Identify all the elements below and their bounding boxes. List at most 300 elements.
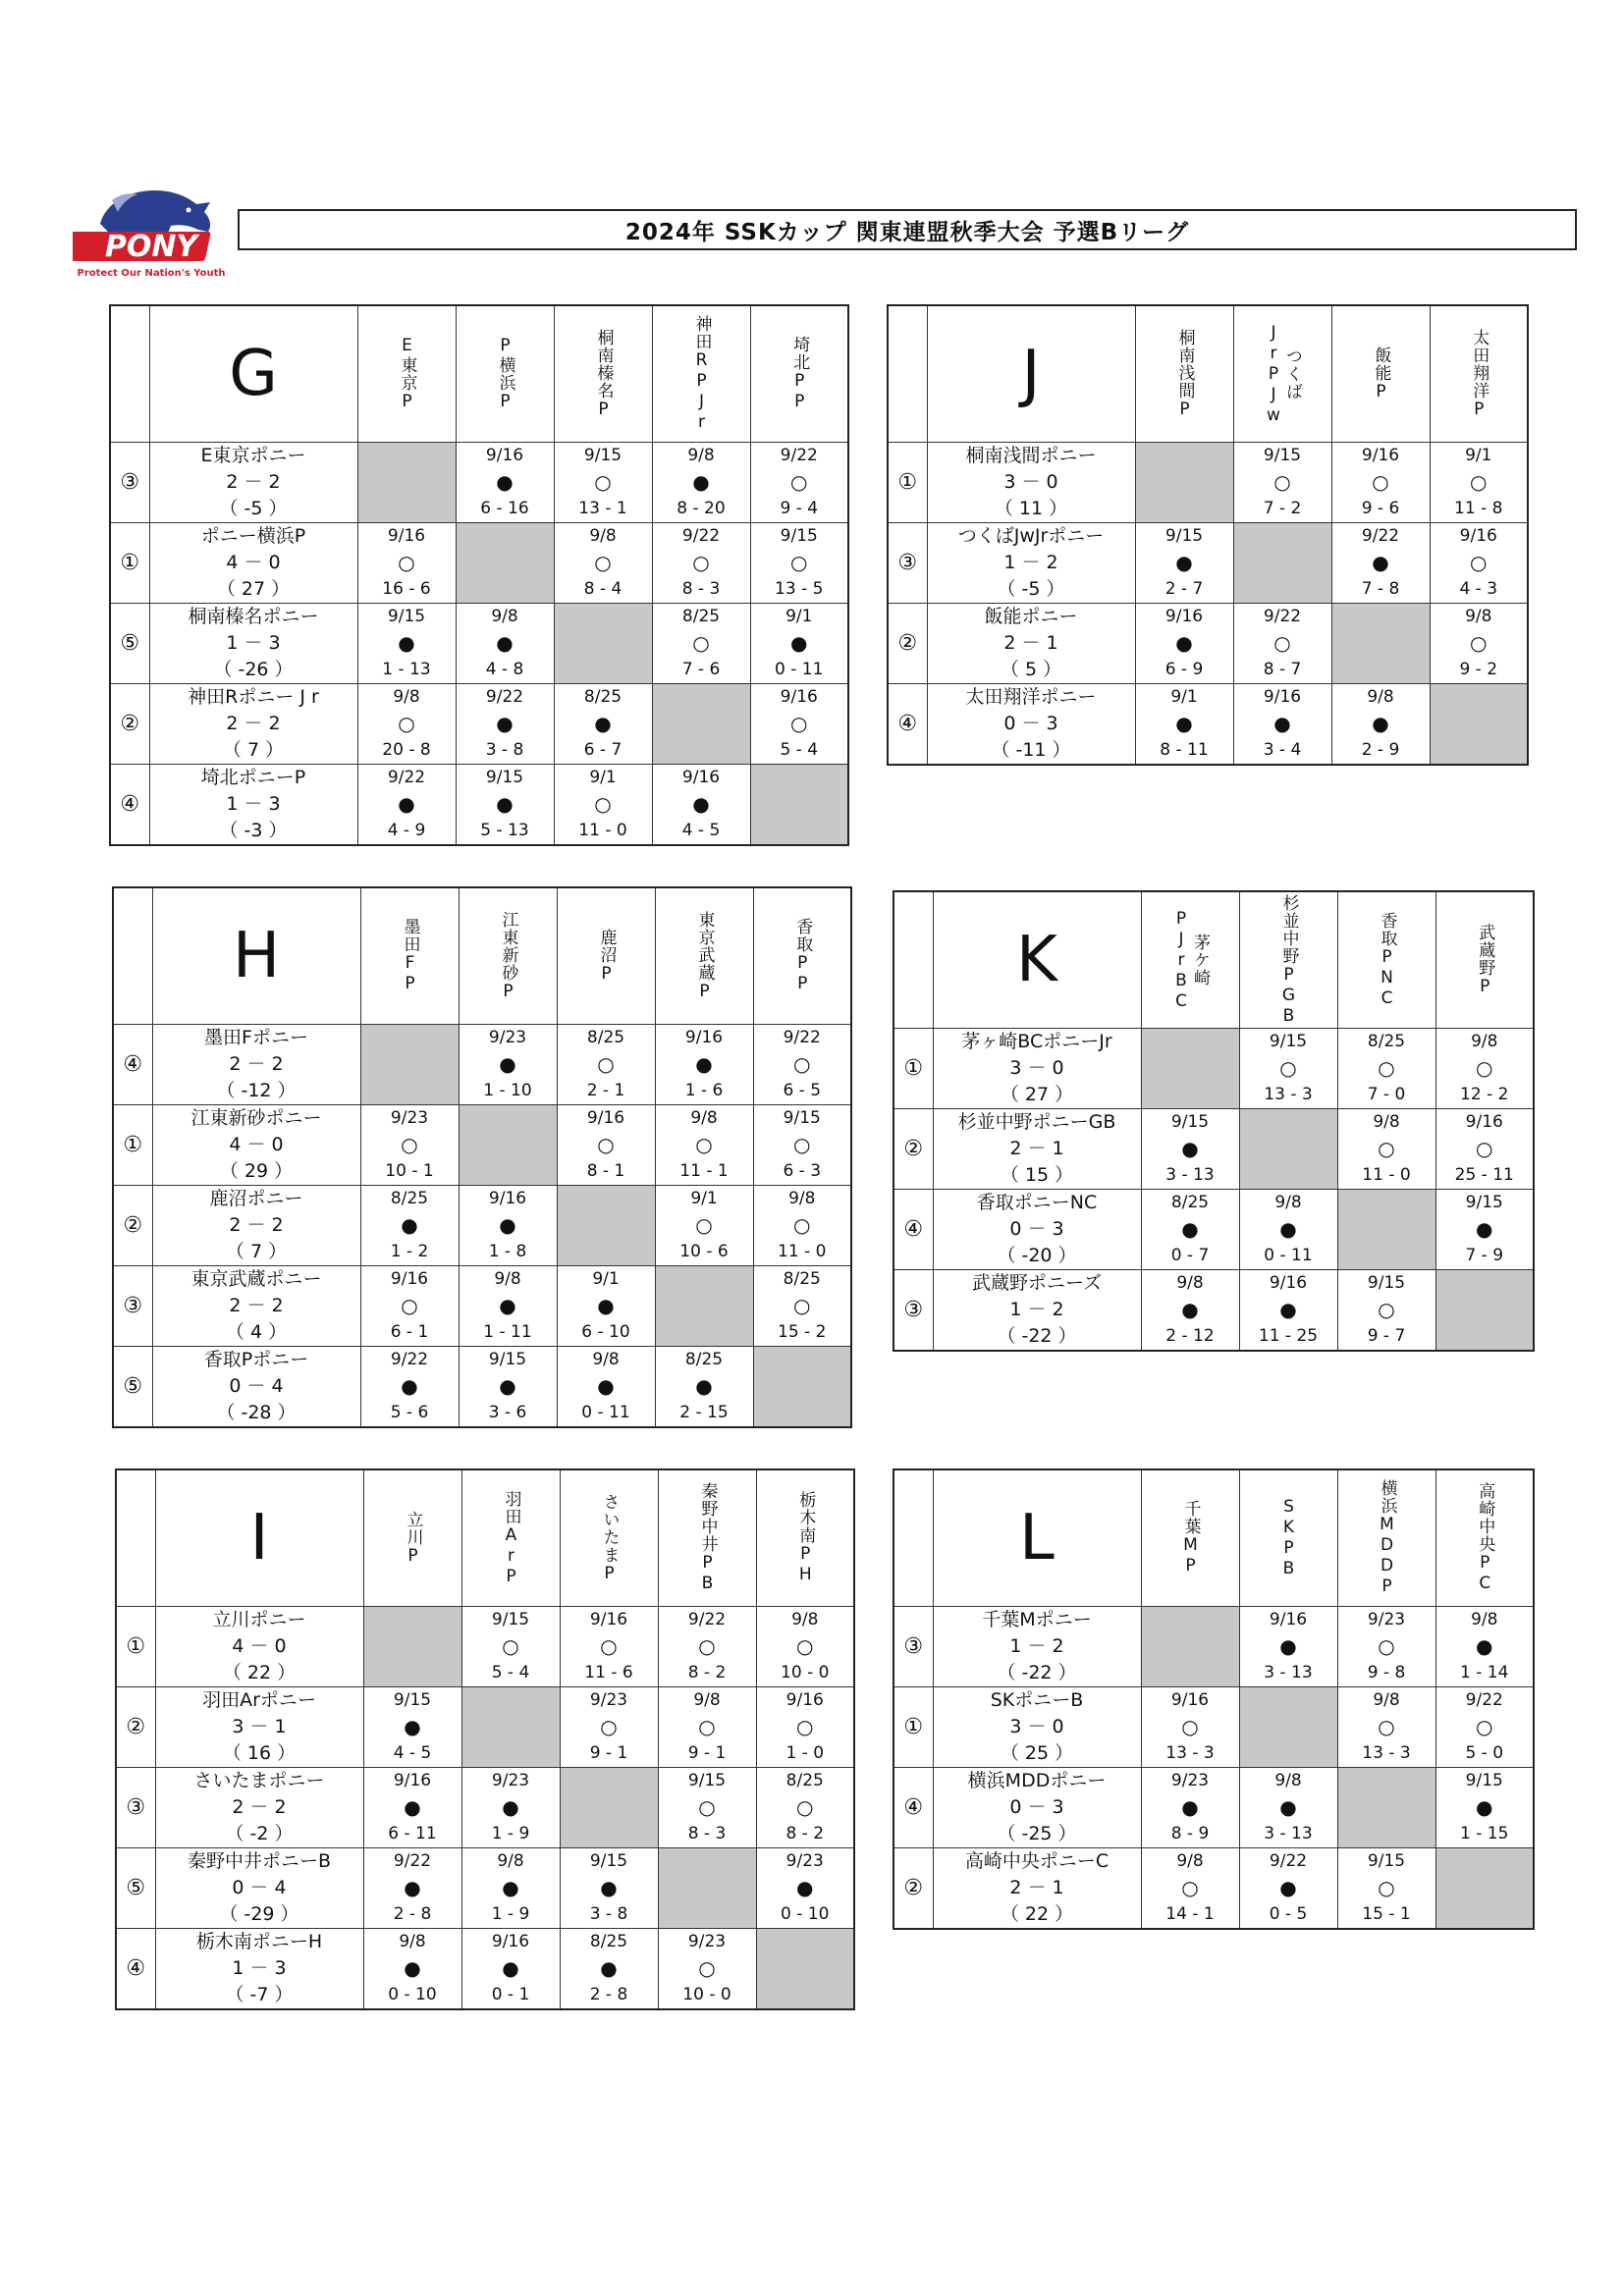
match-score: 8 - 4 (583, 579, 623, 599)
opponent-column-header (1430, 305, 1528, 443)
opponent-column-header (1435, 891, 1534, 1029)
match-date: 9/8 (589, 526, 617, 546)
match-date: 8/25 (589, 1932, 628, 1951)
match-outcome-mark: ○ (597, 1052, 615, 1076)
match-date: 9/16 (586, 1108, 625, 1128)
match-outcome-mark: ● (404, 1956, 421, 1980)
match-date: 9/16 (1170, 1690, 1210, 1710)
match-result (652, 523, 750, 604)
match-outcome-mark: ○ (695, 1133, 713, 1156)
match-result (357, 523, 456, 604)
match-date: 9/8 (491, 607, 518, 626)
opponent-column-header (1435, 1469, 1534, 1607)
match-outcome-mark: ● (502, 1876, 519, 1899)
match-result (750, 443, 848, 523)
match-outcome-mark: ● (499, 1052, 516, 1076)
team-record: 2 － 2 (229, 1214, 284, 1236)
match-outcome-mark: ● (1181, 1795, 1199, 1819)
opponent-column-header (756, 1469, 854, 1607)
match-outcome-mark: ○ (698, 1634, 716, 1658)
team-record: 3 － 0 (1003, 471, 1058, 493)
match-result (1337, 1109, 1435, 1190)
team-record: 1 － 2 (1009, 1299, 1064, 1320)
team-record: 4 － 0 (229, 1134, 284, 1155)
team-record: 1 － 3 (232, 1957, 287, 1979)
match-result (560, 1929, 658, 2010)
match-result (357, 765, 456, 846)
self-match-cell (360, 1025, 459, 1105)
match-date: 9/15 (1367, 1273, 1406, 1293)
opponent-column-header (360, 887, 459, 1025)
match-outcome-mark: ● (499, 1294, 516, 1317)
match-date: 9/8 (497, 1851, 524, 1871)
team-row (110, 604, 848, 684)
match-outcome-mark: ○ (502, 1634, 519, 1658)
team-record: 2 － 2 (229, 1295, 284, 1316)
team-name: 千葉Mポニー (982, 1609, 1092, 1630)
match-result (1135, 604, 1233, 684)
opponent-column-header (363, 1469, 461, 1607)
team-run-diff: （ -7 ） (225, 1984, 294, 2005)
match-date: 8/25 (583, 687, 623, 707)
match-score: 10 - 0 (682, 1985, 731, 2004)
self-match-cell (1141, 1029, 1239, 1109)
match-result (560, 1687, 658, 1768)
match-outcome-mark: ○ (698, 1956, 716, 1980)
match-score: 11 - 0 (1362, 1165, 1411, 1185)
horse-logo-icon (73, 181, 230, 283)
team-info (155, 1768, 363, 1848)
team-name: ポニー横浜P (200, 525, 306, 547)
match-date: 9/15 (1170, 1112, 1210, 1132)
match-result (1233, 604, 1331, 684)
team-row (893, 1848, 1534, 1930)
match-date: 9/16 (1465, 1112, 1503, 1132)
match-outcome-mark: ● (496, 712, 514, 735)
match-outcome-mark: ○ (600, 1634, 618, 1658)
match-outcome-mark: ○ (793, 1213, 811, 1237)
match-score: 2 - 7 (1164, 579, 1204, 599)
match-result (557, 1266, 655, 1347)
match-outcome-mark: ○ (1378, 1634, 1395, 1658)
header-corner (110, 305, 149, 443)
match-outcome-mark: ○ (1470, 631, 1488, 655)
team-record: 2 － 1 (1003, 632, 1058, 654)
team-record: 4 － 0 (226, 552, 281, 573)
match-score: 2 - 8 (589, 1985, 628, 2004)
self-match-cell (1430, 684, 1528, 766)
team-row (893, 1029, 1534, 1109)
team-record: 0 － 3 (1009, 1218, 1064, 1240)
team-name: 鹿沼ポニー (209, 1188, 303, 1209)
match-result (1141, 1270, 1239, 1352)
match-result (1435, 1109, 1534, 1190)
logo-wordmark: PONY (104, 230, 198, 264)
league-header-row (113, 887, 851, 1025)
match-score: 8 - 1 (586, 1161, 625, 1181)
match-score: 8 - 9 (1170, 1824, 1210, 1843)
match-outcome-mark: ○ (698, 1795, 716, 1819)
opponent-column-header (658, 1469, 756, 1607)
opponent-column-label: 横浜MDDP (1377, 1479, 1397, 1597)
match-date: 9/23 (390, 1108, 429, 1128)
team-run-diff: （ -20 ） (997, 1245, 1077, 1266)
team-run-diff: （ -28 ） (216, 1402, 297, 1423)
match-outcome-mark: ● (796, 1876, 814, 1899)
match-score: 1 - 13 (382, 660, 431, 679)
match-outcome-mark: ● (1175, 551, 1193, 574)
match-outcome-mark: ● (1279, 1217, 1297, 1241)
match-score: 11 - 8 (1454, 499, 1503, 518)
opponent-column-header (1233, 305, 1331, 443)
match-date: 9/22 (485, 687, 524, 707)
match-outcome-mark: ○ (594, 551, 612, 574)
match-outcome-mark: ○ (793, 1133, 811, 1156)
team-record: 3 － 1 (232, 1716, 287, 1737)
opponent-column-header (1141, 891, 1239, 1029)
match-score: 6 - 1 (390, 1322, 429, 1342)
match-outcome-mark: ○ (401, 1133, 418, 1156)
match-date: 9/8 (791, 1610, 819, 1629)
team-row (888, 443, 1528, 523)
league-header-row (116, 1469, 854, 1607)
page-title: 2024年 SSKカップ 関東連盟秋季大会 予選Bリーグ (238, 209, 1577, 250)
match-outcome-mark: ● (502, 1956, 519, 1980)
match-result (557, 1105, 655, 1186)
match-score: 3 - 4 (1263, 740, 1302, 760)
self-match-cell (753, 1347, 851, 1428)
match-date: 9/8 (1471, 1032, 1498, 1051)
team-run-diff: （ 7 ） (222, 739, 285, 761)
match-result (1239, 1848, 1337, 1930)
team-rank: ③ (110, 443, 149, 523)
match-result (363, 1768, 461, 1848)
match-date: 9/23 (589, 1690, 628, 1710)
team-row (110, 523, 848, 604)
match-date: 9/15 (783, 1108, 821, 1128)
team-rank: ② (110, 684, 149, 765)
match-result (658, 1607, 756, 1687)
team-run-diff: （ -12 ） (216, 1080, 297, 1101)
team-info (152, 1347, 360, 1428)
team-rank: ④ (893, 1768, 933, 1848)
team-rank: ① (113, 1105, 152, 1186)
match-result (1239, 1190, 1337, 1270)
team-row (893, 1607, 1534, 1687)
match-result (560, 1848, 658, 1929)
match-result (1141, 1687, 1239, 1768)
match-score: 2 - 15 (679, 1403, 729, 1422)
match-score: 9 - 4 (780, 499, 819, 518)
team-name: 栃木南ポニーH (195, 1931, 323, 1952)
self-match-cell (560, 1768, 658, 1848)
match-outcome-mark: ● (692, 470, 710, 494)
match-score: 0 - 11 (581, 1403, 630, 1422)
match-score: 6 - 10 (581, 1322, 630, 1342)
match-date: 9/8 (399, 1932, 426, 1951)
match-result (652, 765, 750, 846)
team-name: 埼北ポニーP (200, 767, 306, 788)
league-name: L (933, 1469, 1141, 1607)
match-result (1337, 1270, 1435, 1352)
team-row (893, 1109, 1534, 1190)
team-record: 0 － 4 (229, 1375, 284, 1397)
match-outcome-mark: ● (398, 792, 415, 816)
match-score: 3 - 13 (1165, 1165, 1215, 1185)
match-score: 0 - 11 (1264, 1246, 1313, 1265)
self-match-cell (756, 1929, 854, 2010)
team-rank: ② (888, 604, 927, 684)
team-rank: ⑤ (113, 1347, 152, 1428)
team-info (155, 1687, 363, 1768)
match-outcome-mark: ● (594, 712, 612, 735)
match-date: 9/22 (681, 526, 721, 546)
match-result (1141, 1190, 1239, 1270)
team-row (893, 1687, 1534, 1768)
match-outcome-mark: ● (597, 1374, 615, 1398)
match-outcome-mark: ○ (600, 1715, 618, 1738)
match-date: 9/8 (1373, 1690, 1400, 1710)
match-outcome-mark: ○ (594, 792, 612, 816)
match-score: 6 - 3 (783, 1161, 822, 1181)
match-date: 9/16 (1269, 1610, 1308, 1629)
match-date: 9/8 (393, 687, 420, 707)
league-name: H (152, 887, 360, 1025)
match-date: 9/15 (491, 1610, 530, 1629)
match-score: 2 - 8 (393, 1904, 432, 1924)
opponent-column-header (750, 305, 848, 443)
match-date: 8/25 (684, 1350, 724, 1369)
match-result (1337, 1607, 1435, 1687)
team-run-diff: （ 15 ） (1000, 1164, 1074, 1186)
team-record: 3 － 0 (1009, 1057, 1064, 1079)
team-info (933, 1190, 1141, 1270)
match-score: 12 - 2 (1460, 1085, 1509, 1104)
self-match-cell (1435, 1270, 1534, 1352)
match-score: 0 - 10 (781, 1904, 830, 1924)
self-match-cell (1435, 1848, 1534, 1930)
match-result (557, 1347, 655, 1428)
team-record: 1 － 3 (226, 632, 281, 654)
opponent-column-label: 飯能P (1371, 346, 1391, 402)
match-score: 15 - 2 (778, 1322, 827, 1342)
match-outcome-mark: ● (600, 1956, 618, 1980)
team-record: 2 － 2 (232, 1796, 287, 1818)
match-result (1435, 1687, 1534, 1768)
match-date: 9/22 (1263, 607, 1302, 626)
team-info (152, 1105, 360, 1186)
match-result (554, 523, 652, 604)
match-score: 1 - 8 (488, 1242, 527, 1261)
match-score: 6 - 11 (388, 1824, 437, 1843)
opponent-column-header (655, 887, 753, 1025)
match-score: 3 - 8 (589, 1904, 628, 1924)
match-score: 1 - 14 (1460, 1663, 1509, 1682)
team-name: 飯能ポニー (984, 606, 1078, 627)
match-result (753, 1105, 851, 1186)
match-date: 9/15 (687, 1771, 727, 1790)
team-name: つくばJwJrポニー (957, 525, 1105, 547)
league-table-h (112, 886, 852, 1428)
match-date: 9/1 (589, 768, 617, 787)
team-rank: ② (893, 1109, 933, 1190)
match-score: 25 - 11 (1454, 1165, 1514, 1185)
team-row (893, 1190, 1534, 1270)
team-row (113, 1105, 851, 1186)
self-match-cell (557, 1186, 655, 1266)
match-date: 9/16 (589, 1610, 628, 1629)
match-outcome-mark: ○ (1378, 1876, 1395, 1899)
match-result (750, 523, 848, 604)
match-date: 9/22 (780, 446, 818, 465)
match-result (1141, 1848, 1239, 1930)
opponent-column-label: 神田RPJr (691, 315, 712, 433)
match-result (363, 1687, 461, 1768)
match-result (554, 684, 652, 765)
match-outcome-mark: ● (1181, 1217, 1199, 1241)
match-score: 1 - 11 (483, 1322, 532, 1342)
team-name: 武蔵野ポニーズ (971, 1272, 1103, 1294)
match-date: 9/16 (390, 1269, 429, 1289)
match-outcome-mark: ○ (1470, 470, 1488, 494)
team-run-diff: （ 22 ） (1000, 1903, 1074, 1925)
team-name: 太田翔洋ポニー (965, 686, 1097, 708)
team-rank: ① (110, 523, 149, 604)
match-date: 9/1 (1170, 687, 1198, 707)
match-outcome-mark: ● (1476, 1795, 1493, 1819)
match-score: 9 - 1 (589, 1743, 628, 1763)
team-name: 立川ポニー (212, 1609, 306, 1630)
team-info (149, 765, 357, 846)
team-record: 3 － 0 (1009, 1716, 1064, 1737)
team-info (933, 1848, 1141, 1930)
self-match-cell (1141, 1607, 1239, 1687)
team-record: 1 － 3 (226, 793, 281, 815)
self-match-cell (652, 684, 750, 765)
opponent-column-label: さいたまP (599, 1492, 620, 1584)
team-record: 1 － 2 (1003, 552, 1058, 573)
opponent-column-header (557, 887, 655, 1025)
team-rank: ③ (116, 1768, 155, 1848)
match-result (554, 765, 652, 846)
match-score: 2 - 9 (1361, 740, 1400, 760)
match-score: 2 - 1 (586, 1081, 625, 1100)
match-score: 3 - 13 (1264, 1824, 1313, 1843)
match-result (756, 1848, 854, 1929)
team-run-diff: （ -22 ） (997, 1662, 1077, 1683)
opponent-column-label: P横浜P (495, 336, 515, 412)
league-table-i (115, 1468, 855, 2010)
match-outcome-mark: ● (404, 1876, 421, 1899)
opponent-column-header (753, 887, 851, 1025)
match-date: 9/16 (1164, 607, 1204, 626)
opponent-column-label: 墨田FP (400, 918, 420, 994)
match-score: 7 - 8 (1361, 579, 1400, 599)
match-outcome-mark: ○ (1181, 1876, 1199, 1899)
match-date: 9/15 (780, 526, 818, 546)
match-date: 9/22 (1465, 1690, 1503, 1710)
self-match-cell (456, 523, 554, 604)
team-name: 秦野中井ポニーB (187, 1850, 332, 1872)
match-date: 9/16 (1263, 687, 1302, 707)
match-date: 9/22 (1361, 526, 1400, 546)
opponent-column-header (1337, 891, 1435, 1029)
match-date: 9/22 (1269, 1851, 1308, 1871)
team-name: 桐南榛名ポニー (188, 606, 319, 627)
match-result (658, 1687, 756, 1768)
match-result (652, 604, 750, 684)
match-date: 9/23 (687, 1932, 727, 1951)
match-result (753, 1186, 851, 1266)
self-match-cell (750, 765, 848, 846)
match-score: 8 - 3 (687, 1824, 727, 1843)
team-info (933, 1768, 1141, 1848)
team-rank: ④ (888, 684, 927, 766)
self-match-cell (1239, 1109, 1337, 1190)
team-row (893, 1270, 1534, 1352)
team-row (116, 1687, 854, 1768)
team-record: 0 － 3 (1003, 713, 1058, 734)
match-outcome-mark: ● (499, 1213, 516, 1237)
match-result (557, 1025, 655, 1105)
match-score: 1 - 15 (1460, 1824, 1509, 1843)
match-date: 9/16 (1269, 1273, 1308, 1293)
self-match-cell (357, 443, 456, 523)
team-info (933, 1109, 1141, 1190)
match-result (1233, 684, 1331, 766)
match-date: 9/16 (684, 1028, 724, 1047)
opponent-column-label: 埼北PP (789, 336, 810, 412)
self-match-cell (363, 1607, 461, 1687)
team-run-diff: （ 5 ） (1000, 659, 1062, 680)
match-date: 9/22 (783, 1028, 821, 1047)
team-run-diff: （ -2 ） (225, 1823, 294, 1844)
match-outcome-mark: ● (1279, 1795, 1297, 1819)
match-outcome-mark: ○ (1476, 1715, 1493, 1738)
team-rank: ④ (116, 1929, 155, 2010)
header-corner (893, 1469, 933, 1607)
team-row (116, 1768, 854, 1848)
team-info (155, 1848, 363, 1929)
match-result (461, 1768, 560, 1848)
league-header-row (893, 1469, 1534, 1607)
team-rank: ③ (113, 1266, 152, 1347)
match-result (1239, 1270, 1337, 1352)
opponent-column-label: 杉並中野PGB (1278, 893, 1299, 1027)
match-score: 11 - 0 (578, 821, 627, 840)
match-date: 9/22 (387, 768, 426, 787)
team-record: 2 － 2 (229, 1053, 284, 1075)
match-score: 1 - 2 (390, 1242, 429, 1261)
match-outcome-mark: ○ (790, 551, 808, 574)
match-outcome-mark: ● (695, 1374, 713, 1398)
match-date: 9/8 (1274, 1193, 1302, 1212)
match-result (461, 1607, 560, 1687)
match-score: 11 - 25 (1258, 1326, 1319, 1346)
match-score: 0 - 10 (388, 1985, 437, 2004)
match-date: 9/8 (1465, 607, 1492, 626)
self-match-cell (1337, 1768, 1435, 1848)
team-row (110, 443, 848, 523)
match-score: 0 - 5 (1269, 1904, 1308, 1924)
team-rank: ① (116, 1607, 155, 1687)
match-result (461, 1848, 560, 1929)
match-score: 16 - 6 (382, 579, 431, 599)
team-info (927, 443, 1135, 523)
match-score: 10 - 1 (385, 1161, 434, 1181)
league-name: K (933, 891, 1141, 1029)
match-outcome-mark: ○ (1378, 1137, 1395, 1160)
